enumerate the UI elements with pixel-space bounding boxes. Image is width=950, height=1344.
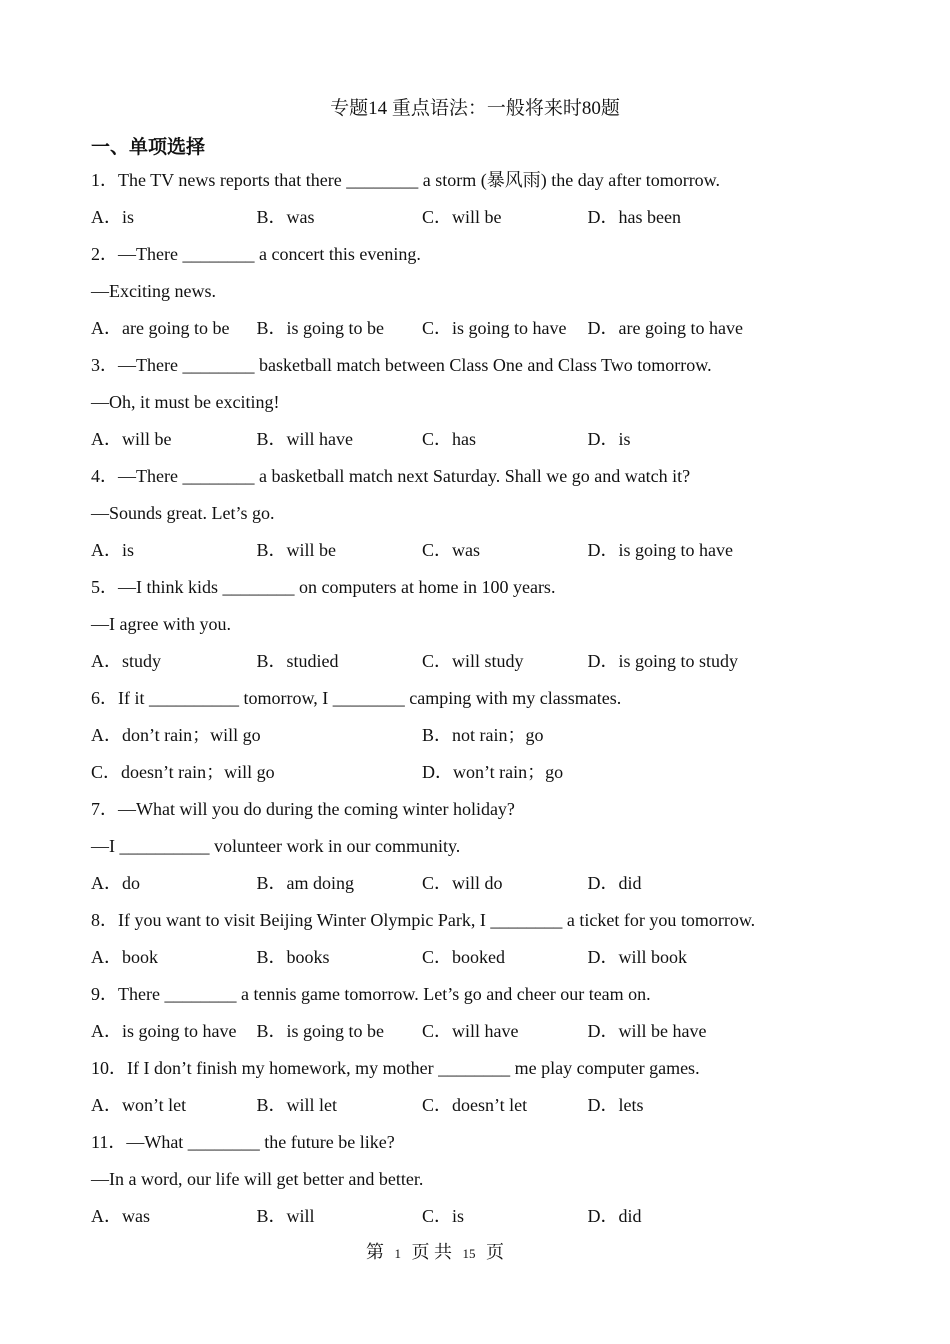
question-stem: 1．The TV news reports that there ________ a storm (暴风雨) the day after tomorrow. [91, 170, 721, 190]
question-stem: 7．—What will you do during the coming winter holiday? [91, 799, 515, 819]
answer-option: D．lets [587, 1095, 644, 1115]
answer-option: B．will have [256, 429, 353, 449]
answer-option: A．was [91, 1206, 150, 1226]
answer-option: D．has been [587, 207, 681, 227]
question-stem: 11．—What ________ the future be like? [91, 1132, 395, 1152]
answer-option: D．did [587, 1206, 642, 1226]
options-row [91, 203, 891, 240]
options-row [91, 758, 891, 795]
answer-option: D．did [587, 873, 642, 893]
question-stem: 5．—I think kids ________ on computers at home in 100 years. [91, 577, 556, 597]
dialogue-line: —In a word, our life will get better and better. [91, 1169, 424, 1189]
options-row [91, 721, 891, 758]
answer-option: B．will be [256, 540, 336, 560]
answer-option: C．booked [422, 947, 505, 967]
footer-total-pages: 15 [462, 1246, 476, 1261]
answer-option: A．won’t let [91, 1095, 187, 1115]
footer-middle: 页 共 [411, 1242, 452, 1262]
footer-suffix: 页 [486, 1242, 504, 1262]
options-row [91, 314, 891, 351]
footer-page-number: 1 [394, 1246, 401, 1261]
dialogue-line: —Sounds great. Let’s go. [91, 503, 275, 523]
question-stem: 4．—There ________ a basketball match next Saturday. Shall we go and watch it? [91, 466, 691, 486]
page-title: 专题14 重点语法：一般将来时80题 [330, 98, 620, 119]
answer-option: B．studied [256, 651, 339, 671]
answer-option: B．not rain；go [422, 725, 544, 745]
options-row [91, 1017, 891, 1054]
answer-option: C．will do [422, 873, 503, 893]
answer-option: C．was [422, 540, 480, 560]
answer-option: B．is going to be [256, 1021, 385, 1041]
answer-option: A．is [91, 207, 135, 227]
answer-option: A．do [91, 873, 140, 893]
answer-option: C．doesn’t let [422, 1095, 528, 1115]
question-list [91, 166, 891, 1239]
dialogue-line: —Exciting news. [91, 281, 216, 301]
options-row [91, 425, 891, 462]
answer-option: D．is going to have [587, 540, 733, 560]
options-row [91, 943, 891, 980]
question-stem: 9．There ________ a tennis game tomorrow. Let’s go and cheer our team on. [91, 984, 651, 1004]
page-footer [0, 1238, 870, 1264]
answer-option: A．is [91, 540, 135, 560]
dialogue-line: —I agree with you. [91, 614, 231, 634]
answer-option: A．don’t rain；will go [91, 725, 261, 745]
answer-option: B．books [256, 947, 330, 967]
options-row [91, 647, 891, 684]
answer-option: B．am doing [256, 873, 354, 893]
answer-option: D．are going to have [587, 318, 743, 338]
answer-option: D．is [587, 429, 631, 449]
answer-option: B．was [256, 207, 315, 227]
answer-option: C．doesn’t rain；will go [91, 762, 275, 782]
question-stem: 3．—There ________ basketball match between Class One and Class Two tomorrow. [91, 355, 712, 375]
answer-option: A．is going to have [91, 1021, 237, 1041]
answer-option: C．is going to have [422, 318, 567, 338]
footer-prefix: 第 [366, 1242, 384, 1262]
answer-option: C．is [422, 1206, 465, 1226]
options-row [91, 1202, 891, 1239]
options-row [91, 536, 891, 573]
answer-option: B．will let [256, 1095, 337, 1115]
answer-option: A．will be [91, 429, 172, 449]
answer-option: C．has [422, 429, 476, 449]
answer-option: A．study [91, 651, 162, 671]
options-row [91, 869, 891, 906]
section-heading: 一、单项选择 [91, 136, 206, 158]
answer-option: D．is going to study [587, 651, 739, 671]
answer-option: C．will have [422, 1021, 519, 1041]
answer-option: D．won’t rain；go [422, 762, 564, 782]
answer-option: D．will be have [587, 1021, 707, 1041]
answer-option: D．will book [587, 947, 688, 967]
answer-option: B．will [256, 1206, 315, 1226]
question-stem: 10．If I don’t finish my homework, my mother ________ me play computer games. [91, 1058, 700, 1078]
dialogue-line: —I __________ volunteer work in our community. [91, 836, 461, 856]
options-row [91, 1091, 891, 1128]
question-stem: 8．If you want to visit Beijing Winter Olympic Park, I ________ a ticket for you tomorrow. [91, 910, 756, 930]
answer-option: C．will be [422, 207, 502, 227]
question-stem: 6．If it __________ tomorrow, I ________ camping with my classmates. [91, 688, 622, 708]
dialogue-line: —Oh, it must be exciting! [91, 392, 280, 412]
question-stem: 2．—There ________ a concert this evening. [91, 244, 421, 264]
answer-option: C．will study [422, 651, 524, 671]
answer-option: A．are going to be [91, 318, 230, 338]
answer-option: B．is going to be [256, 318, 385, 338]
answer-option: A．book [91, 947, 158, 967]
